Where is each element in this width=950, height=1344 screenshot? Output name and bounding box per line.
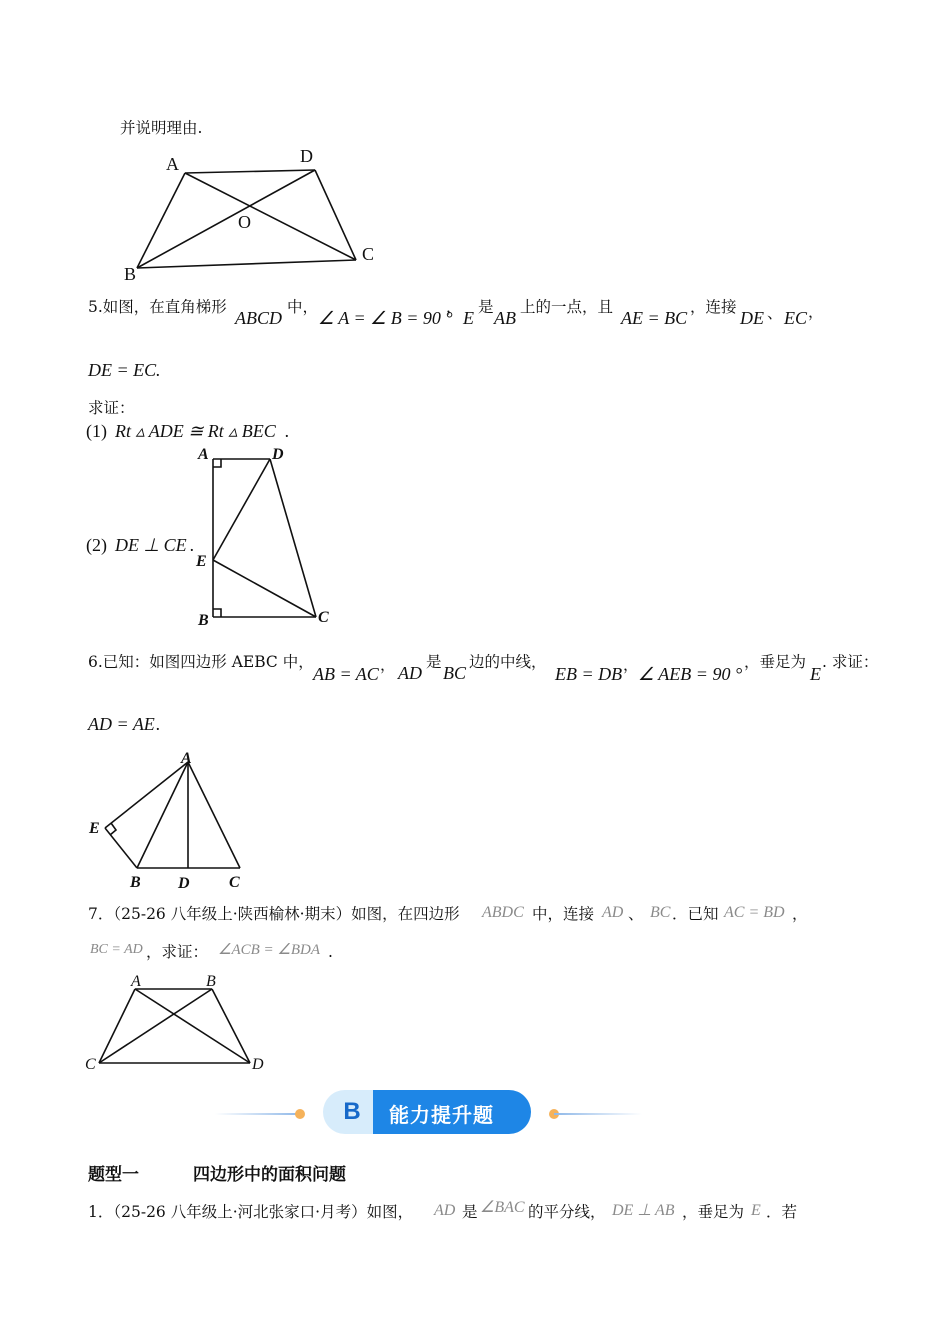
q6-math: AB = AC: [313, 664, 379, 684]
section-banner: [323, 1090, 531, 1134]
label-o: O: [238, 212, 251, 232]
q7-text: ，: [792, 905, 808, 923]
q1-text: 的平分线，: [528, 1203, 606, 1221]
q6-text: ，: [380, 656, 396, 674]
q7-text: 、: [628, 905, 644, 923]
q5-text: 是: [478, 298, 494, 316]
q5-math: DE: [740, 308, 764, 328]
label-a: A: [131, 973, 141, 990]
q5-text: ，: [446, 298, 462, 316]
q5-math: AE = BC: [621, 308, 688, 328]
q5-text: 、: [767, 304, 783, 322]
q7-math: ABDC: [482, 904, 524, 921]
label-a: A: [166, 154, 179, 174]
label-e: E: [196, 553, 207, 570]
q6-text: ，垂足为: [744, 653, 807, 671]
q5-part2-num: (2): [86, 535, 107, 555]
label-d: D: [178, 875, 190, 892]
q1-math: E: [751, 1202, 761, 1219]
banner-line-right: [554, 1113, 642, 1115]
q7-text: 7．（25-26 八年级上·陕西榆林·期末）如图，在四边形: [88, 905, 460, 923]
q6-text: . 求证：: [822, 653, 879, 671]
label-b: B: [198, 612, 209, 629]
q1-math: AD: [434, 1202, 456, 1219]
banner-letter-box: [323, 1090, 375, 1134]
banner-letter: B: [343, 1098, 361, 1125]
q1-text: ．若: [766, 1203, 798, 1221]
banner-dot-left: [295, 1109, 305, 1119]
q6-text: ，: [623, 656, 639, 674]
label-b: B: [130, 874, 141, 891]
q5-part1-end: .: [285, 421, 290, 441]
q5-math: .: [156, 360, 161, 380]
label-d: D: [300, 146, 313, 166]
banner-title-box: [373, 1090, 531, 1134]
q6-math: AD: [398, 663, 422, 683]
q5-prove-label: 求证：: [88, 399, 135, 417]
q5-text: 5.如图，在直角梯形: [88, 298, 227, 316]
q5-math: ABCD: [235, 308, 282, 328]
q5-part1-math: Rt ▵ ADE ≅ Rt ▵ BEC: [115, 421, 276, 441]
label-d: D: [252, 1056, 264, 1073]
q6-math: .: [156, 714, 161, 734]
label-c: C: [85, 1056, 96, 1073]
q5-text: ，: [808, 303, 824, 321]
label-d: D: [272, 446, 284, 463]
q6-math: AD = AE: [88, 714, 155, 734]
q5-part2-math: DE ⊥ CE: [115, 535, 187, 555]
q5-part2-end: .: [190, 535, 195, 555]
q7-text: .: [328, 943, 333, 961]
label-a: A: [198, 446, 209, 463]
q5-math: ∠ A = ∠ B = 90 °: [318, 308, 453, 328]
q5-text: 中，: [287, 298, 319, 316]
q7-text: ，求证：: [146, 943, 209, 961]
q6-math: BC: [443, 663, 467, 683]
label-c: C: [318, 609, 329, 626]
type-heading-title: 四边形中的面积问题: [193, 1165, 346, 1185]
q5-math: E: [463, 308, 474, 328]
type-heading-label: 题型一: [88, 1165, 139, 1185]
q7-math: AC = BD: [724, 904, 785, 921]
q5-text: 上的一点，且: [520, 298, 614, 316]
q6-text: 是: [426, 653, 442, 671]
q7-text: 中，连接: [532, 905, 595, 923]
q7-math: AD: [602, 904, 624, 921]
q5-math: EC: [784, 308, 808, 328]
q6-text: 6.已知：如图四边形 AEBC 中，: [88, 653, 314, 671]
q5-math: AB: [494, 308, 516, 328]
q7-math: ∠ACB = ∠BDA: [218, 942, 321, 958]
label-b: B: [124, 264, 137, 284]
intro-text: 并说明理由.: [120, 119, 203, 137]
q7-text: ．已知: [672, 905, 719, 923]
q5-part1-num: (1): [86, 421, 107, 441]
label-a: A: [181, 750, 192, 767]
q6-text: 边的中线，: [469, 653, 547, 671]
label-e: E: [89, 820, 100, 837]
banner-title: 能力提升题: [389, 1103, 494, 1127]
q1-text: 是: [462, 1203, 478, 1221]
q1-math: DE ⊥ AB: [612, 1202, 675, 1219]
q1-text: ，垂足为: [682, 1203, 745, 1221]
banner-line-left: [215, 1113, 300, 1115]
q6-math: E: [810, 664, 821, 684]
q1-math: ∠BAC: [480, 1199, 525, 1216]
q1-text: 1．（25-26 八年级上·河北张家口·月考）如图，: [88, 1203, 414, 1221]
q7-math: BC = AD: [90, 942, 143, 957]
label-c: C: [229, 874, 240, 891]
q7-math: BC: [650, 904, 671, 921]
q6-math: EB = DB: [555, 664, 623, 684]
label-b: B: [206, 973, 216, 990]
q5-text: ，连接: [690, 298, 737, 316]
label-c: C: [362, 244, 375, 264]
q6-math: ∠ AEB = 90 °: [638, 664, 743, 684]
q5-math: DE = EC: [88, 360, 157, 380]
